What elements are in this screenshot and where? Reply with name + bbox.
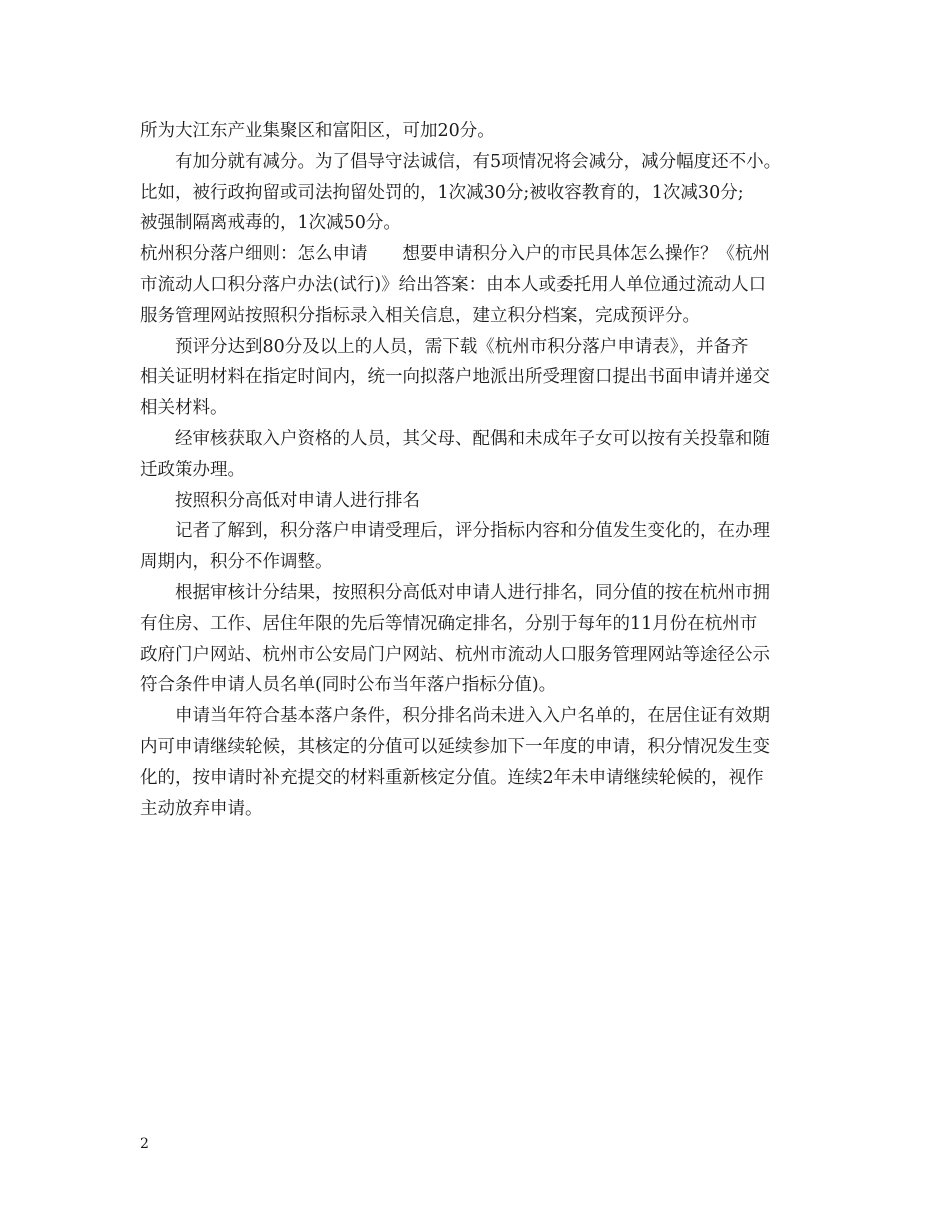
- text-line: 所为大江东产业集聚区和富阳区，可加20分。: [140, 121, 495, 141]
- text-line: 主动放弃申请。: [140, 798, 263, 819]
- text-line: 有加分就有减分。为了倡导守法诚信，有5项情况将会减分，减分幅度还不小。: [175, 151, 782, 172]
- text-line: 相关证明材料在指定时间内，统一向拟落户地派出所受理窗口提出书面申请并递交: [140, 367, 770, 388]
- text-line: 市流动人口积分落户办法(试行)》给出答案：由本人或委托用人单位通过流动人口: [140, 274, 767, 295]
- text-line: 化的，按申请时补充提交的材料重新核定分值。连续2年未申请继续轮候的，视作: [140, 767, 764, 788]
- text-line: 迁政策办理。: [140, 459, 245, 480]
- text-line: 比如，被行政拘留或司法拘留处罚的，1次减30分;被收容教育的，1次减30分;: [140, 182, 744, 203]
- text-line: 符合条件申请人员名单(同时公布当年落户指标分值)。: [140, 675, 557, 696]
- text-line: 根据审核计分结果，按照积分高低对申请人进行排名，同分值的按在杭州市拥: [175, 582, 770, 603]
- text-line: 服务管理网站按照积分指标录入相关信息，建立积分档案，完成预评分。: [140, 305, 700, 326]
- text-line: 周期内，积分不作调整。: [140, 552, 333, 573]
- text-line: 记者了解到，积分落户申请受理后，评分指标内容和分值发生变化的，在办理: [175, 521, 770, 542]
- text-line: 相关材料。: [140, 398, 228, 419]
- text-line: 申请当年符合基本落户条件，积分排名尚未进入入户名单的，在居住证有效期: [175, 706, 770, 727]
- document-body: [140, 116, 815, 824]
- text-line: 经审核获取入户资格的人员，其父母、配偶和未成年子女可以按有关投靠和随: [175, 428, 770, 449]
- text-line: 政府门户网站、杭州市公安局门户网站、杭州市流动人口服务管理网站等途径公示: [140, 644, 770, 665]
- text-line: 预评分达到80分及以上的人员，需下载《杭州市积分落户申请表》，并备齐: [175, 336, 749, 357]
- text-line: 内可申请继续轮候，其核定的分值可以延续参加下一年度的申请，积分情况发生变: [140, 736, 770, 757]
- page-number: 2: [140, 1136, 149, 1152]
- text-line: 被强制隔离戒毒的，1次减50分。: [140, 213, 401, 234]
- section-heading: 按照积分高低对申请人进行排名: [175, 490, 420, 511]
- text-line: 杭州积分落户细则：怎么申请 想要申请积分入户的市民具体怎么操作？《杭州: [140, 244, 770, 265]
- text-line: 有住房、工作、居住年限的先后等情况确定排名，分别于每年的11月份在杭州市: [140, 613, 758, 634]
